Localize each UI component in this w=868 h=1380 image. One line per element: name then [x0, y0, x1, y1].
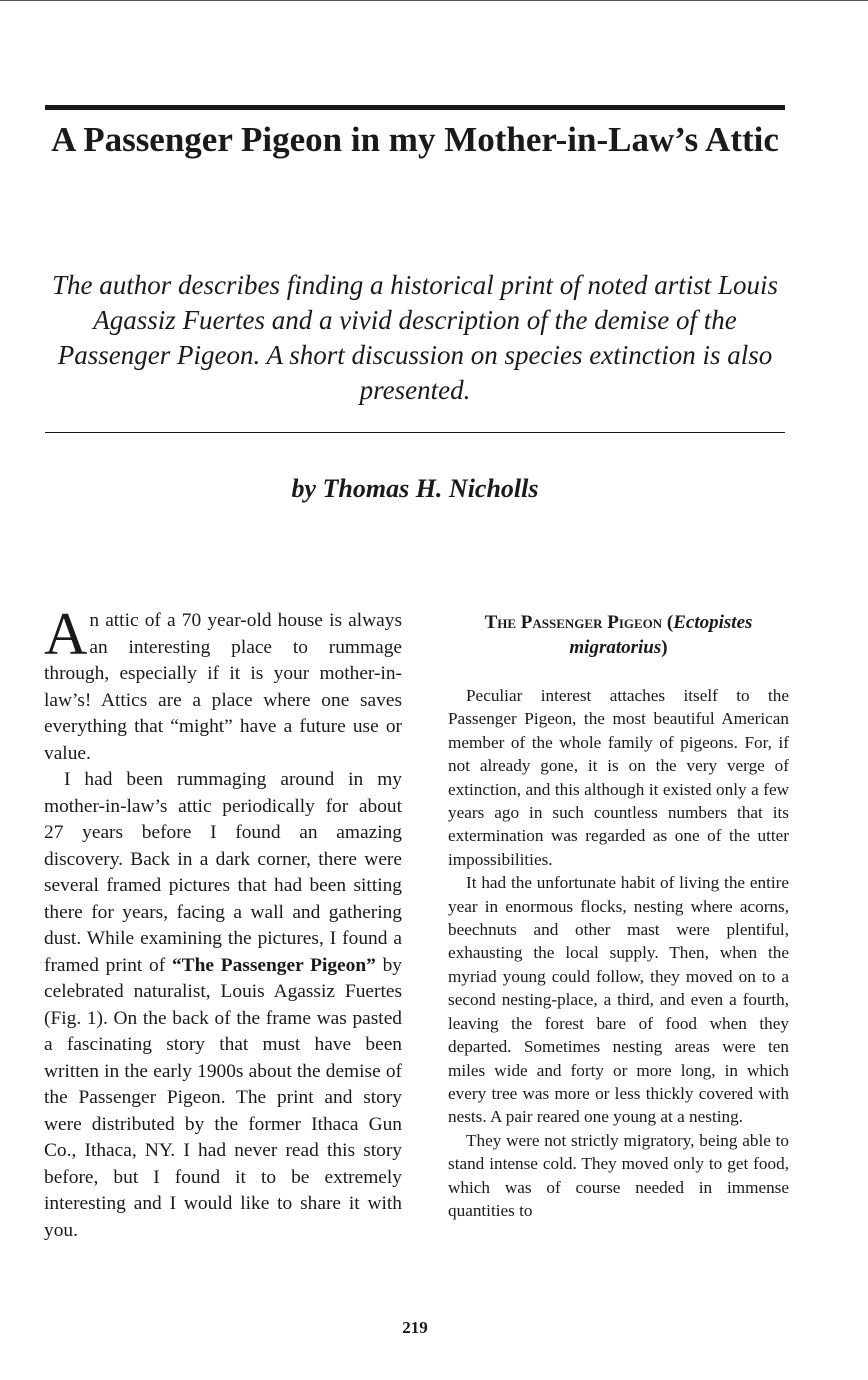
right-column — [448, 610, 789, 1222]
section-heading — [448, 610, 789, 660]
page-number: 219 — [402, 1318, 428, 1337]
left-paragraph-2-text-b: by celebrated naturalist, Louis Agassiz Fuertes (Fig. 1). On the back of the frame was pasted a fascinating story that must have been written in the early 1900s about the demise of the Passenger Pigeon. The print and story were distributed by the former Ithaca Gun Co., Ithaca, NY. I had never read this story before, but I found it to be extremely interesting and I would like to share it with you. — [44, 954, 402, 1241]
left-paragraph-2 — [44, 767, 402, 1244]
left-column — [44, 601, 402, 1244]
title-rule — [45, 105, 785, 110]
right-paragraph-2: It had the unfortunate habit of living the entire year in enormous flocks, nesting where acorns, beechnuts and other mast were plentiful, exhausting the local supply. Then, when the myriad young could follow, they moved on to a second nesting-place, a third, and even a fourth, leaving the forest bare of food when they departed. Sometimes nesting areas were ten miles wide and forty or more long, in which every tree was more or less thickly covered with nests. A pair reared one young at a nesting. — [448, 873, 789, 1127]
author-byline: by Thomas H. Nicholls — [291, 474, 539, 503]
section-heading-open: ( — [662, 612, 674, 633]
article-abstract: The author describes finding a historical print of noted artist Louis Agassiz Fuertes and a vivid description of the demise of the Passenger Pigeon. A short discussion on species extinction is also presented. — [51, 270, 779, 405]
right-paragraph-1: Peculiar interest attaches itself to the Passenger Pigeon, the most beautiful American member of the whole family of pigeons. For, if not already gone, it is on the very verge of extinction, and this although it existed only a few years ago in such countless numbers that its extermination was regarded as one of the utter impossibilities. — [448, 686, 789, 869]
page-top-border — [0, 0, 868, 1]
left-paragraph-2-text-a: I had been rummaging around in my mother-in-law’s attic periodically for about 27 years before I found an amazing discovery. Back in a dark corner, there were several framed pictures that had been sitting there for years, facing a wall and gathering dust. While examining the pictures, I found a framed print of — [44, 769, 402, 976]
article-title: A Passenger Pigeon in my Mother-in-Law’s Attic — [51, 120, 779, 159]
left-paragraph-1 — [44, 601, 402, 767]
species-name: Ectopistes migratorius — [569, 612, 753, 658]
left-paragraph-1-text: n attic of a 70 year-old house is always an interesting place to rummage through, especially if it is your mother-in-law’s! Attics are a place where one saves everything that “might” have a future use or value. — [44, 610, 402, 764]
section-heading-close: ) — [661, 637, 668, 658]
print-title-bold: “The Passenger Pigeon” — [171, 954, 376, 976]
drop-cap: A — [44, 601, 88, 667]
abstract-rule — [45, 432, 785, 433]
section-heading-name: The Passenger Pigeon — [484, 612, 663, 633]
right-paragraph-3: They were not strictly migratory, being able to stand intense cold. They moved only to get food, which was of course needed in immense quantities to — [448, 1130, 789, 1220]
